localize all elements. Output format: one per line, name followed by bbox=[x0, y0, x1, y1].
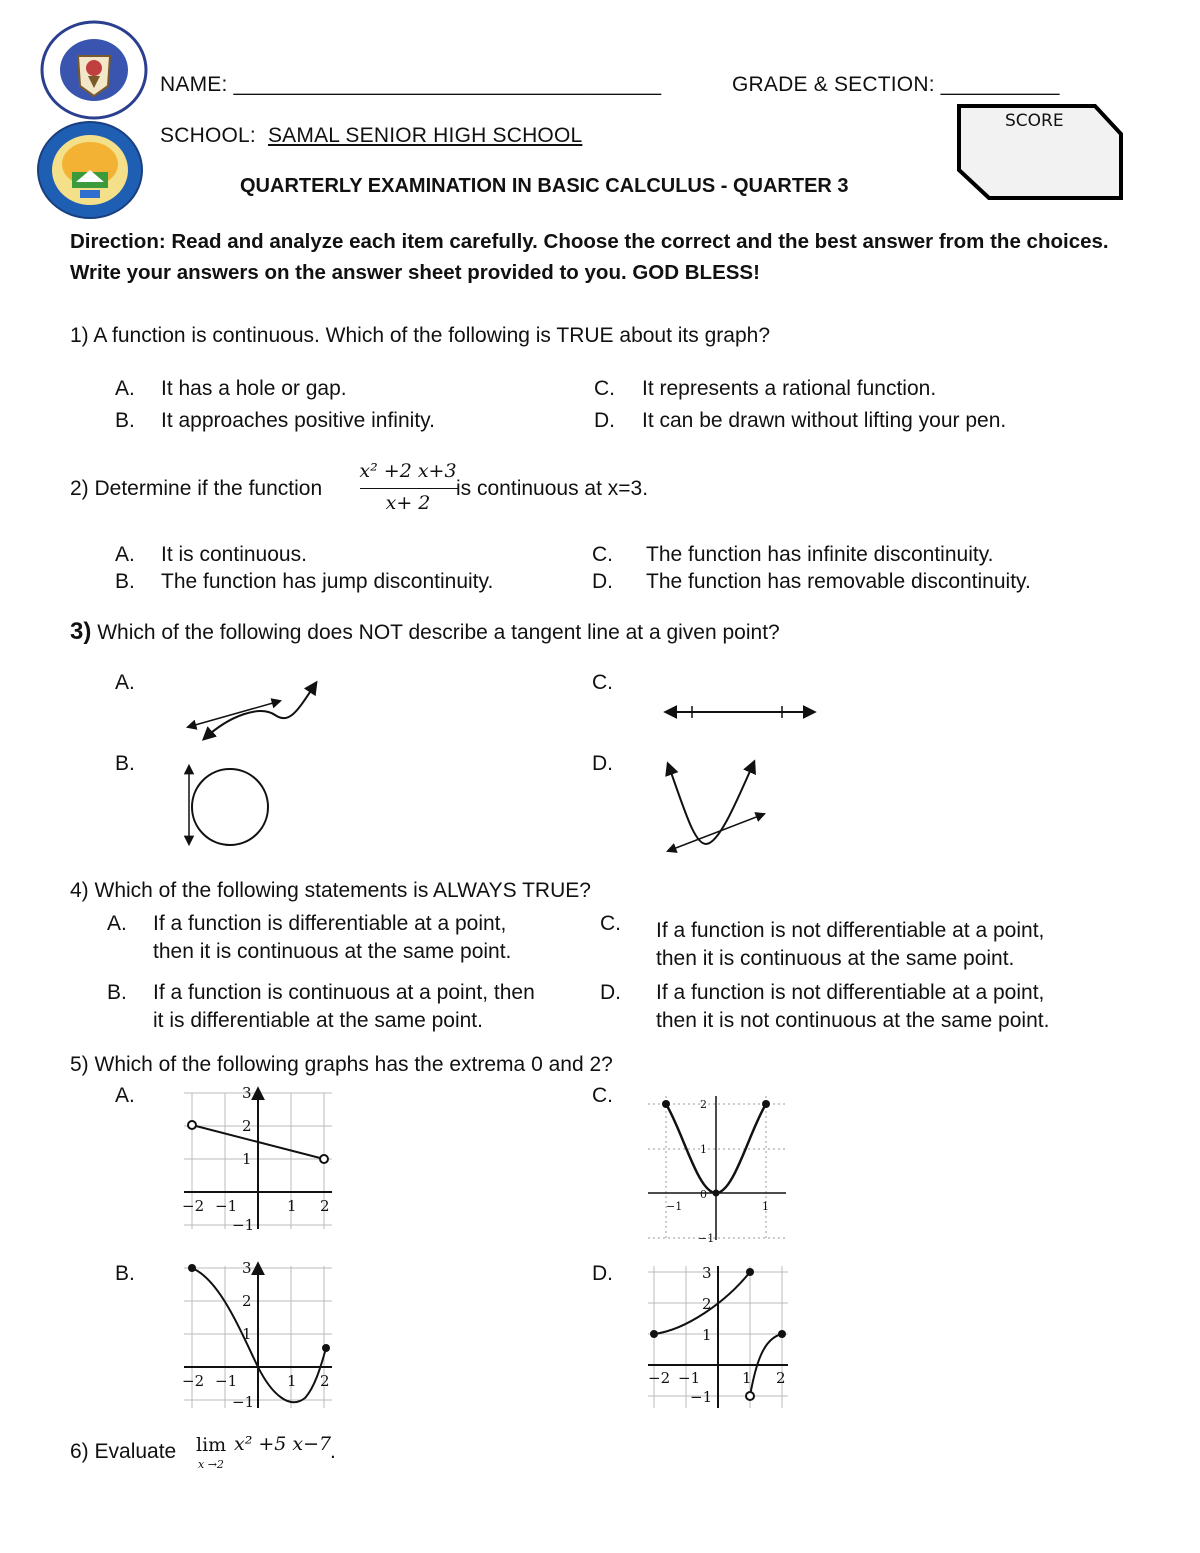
q5c-tick-x1: 1 bbox=[762, 1200, 769, 1213]
q2-d-text: The function has removable discontinuity. bbox=[646, 570, 1031, 593]
name-line bbox=[160, 73, 661, 97]
q5b-tick-yneg1: −1 bbox=[232, 1393, 255, 1411]
grade-line bbox=[732, 73, 1060, 97]
q1-c-text: It represents a rational function. bbox=[642, 377, 937, 400]
q1-d-text: It can be drawn without lifting your pen. bbox=[642, 409, 1007, 432]
q2-b-text: The function has jump discontinuity. bbox=[161, 570, 494, 593]
q5d-tick-x1: 1 bbox=[742, 1369, 752, 1387]
q2-stem-pre: 2) Determine if the function bbox=[70, 477, 323, 500]
q2-denominator: x+ 2 bbox=[385, 492, 431, 514]
division-seal-logo bbox=[36, 120, 144, 220]
q5d-tick-x2: 2 bbox=[776, 1369, 786, 1387]
q2-d-letter: D. bbox=[592, 570, 613, 593]
q2-stem-post: is continuous at x=3. bbox=[456, 477, 649, 500]
q5b-tick-x2: 2 bbox=[320, 1372, 330, 1390]
q4-option-c[interactable] bbox=[600, 910, 1044, 973]
q5a-tick-2: 2 bbox=[242, 1117, 252, 1135]
q5b-tick-x1: 1 bbox=[287, 1372, 297, 1390]
q5-graph-c bbox=[648, 1092, 788, 1245]
q5d-tick-neg2: −2 bbox=[648, 1369, 671, 1387]
q5-graph-b bbox=[180, 1260, 340, 1412]
q6-expression: x² +5 x−7 bbox=[234, 1433, 332, 1455]
q2-numerator: x² +2 x+3 bbox=[359, 460, 457, 482]
q4-a-letter: A. bbox=[107, 912, 127, 935]
q2-option-b[interactable] bbox=[115, 570, 493, 594]
q4-b-line2: it is differentiable at the same point. bbox=[153, 1009, 483, 1032]
q2-a-text: It is continuous. bbox=[161, 543, 307, 566]
q4-b-letter: B. bbox=[107, 981, 127, 1004]
q6-lim: lim bbox=[196, 1434, 227, 1456]
q1-option-b[interactable] bbox=[115, 409, 435, 433]
q5a-tick-x1: 1 bbox=[287, 1197, 297, 1215]
q5a-tick-3: 3 bbox=[242, 1084, 252, 1102]
q5-graph-a bbox=[180, 1083, 340, 1233]
q4-d-letter: D. bbox=[600, 981, 621, 1004]
q3-stem-line bbox=[70, 618, 780, 646]
q5d-tick-3: 3 bbox=[702, 1264, 712, 1282]
q3-number: 3) bbox=[70, 618, 92, 645]
q1-a-letter: A. bbox=[115, 377, 135, 400]
score-label: SCORE bbox=[1005, 111, 1064, 131]
q3-option-d[interactable]: D. bbox=[592, 752, 613, 775]
q5a-tick-1: 1 bbox=[242, 1150, 252, 1168]
school-value: SAMAL SENIOR HIGH SCHOOL bbox=[267, 124, 583, 147]
q4-d-line2: then it is not continuous at the same point. bbox=[656, 1009, 1050, 1032]
q3-option-c[interactable]: C. bbox=[592, 671, 613, 694]
q5b-tick-3: 3 bbox=[242, 1259, 252, 1277]
q5-stem: 5) Which of the following graphs has the extrema 0 and 2? bbox=[70, 1053, 613, 1076]
q4-d-line1: If a function is not differentiable at a point, bbox=[656, 981, 1045, 1004]
q5c-tick-xneg1: −1 bbox=[666, 1200, 683, 1213]
q3-figure-d bbox=[662, 758, 772, 854]
school-line bbox=[160, 124, 582, 148]
q2-option-c[interactable] bbox=[592, 543, 993, 567]
q5a-tick-neg1: −1 bbox=[215, 1197, 238, 1215]
q1-stem: 1) A function is continuous. Which of the following is TRUE about its graph? bbox=[70, 324, 770, 347]
q5c-tick-1: 1 bbox=[700, 1143, 707, 1156]
q4-c-line1: If a function is not differentiable at a point, bbox=[656, 919, 1045, 942]
q2-b-letter: B. bbox=[115, 570, 135, 593]
q3-option-a[interactable]: A. bbox=[115, 671, 135, 694]
q4-option-b[interactable] bbox=[107, 979, 535, 1035]
q2-option-d[interactable] bbox=[592, 570, 1031, 594]
q1-option-c[interactable] bbox=[594, 377, 936, 401]
q4-a-line1: If a function is differentiable at a point, bbox=[153, 912, 507, 935]
q5-option-c[interactable]: C. bbox=[592, 1084, 613, 1107]
q4-b-line1: If a function is continuous at a point, then bbox=[153, 981, 535, 1004]
q5d-tick-neg1: −1 bbox=[678, 1369, 701, 1387]
name-label: NAME: bbox=[160, 73, 228, 96]
q5-option-d[interactable]: D. bbox=[592, 1262, 613, 1285]
q1-d-letter: D. bbox=[594, 409, 615, 432]
q4-c-line2: then it is continuous at the same point. bbox=[656, 947, 1015, 970]
direction-text: Direction: Read and analyze each item carefully. Choose the correct and the best answer from the choices. Write your answers on the answer sheet provided to you. GOD BLESS! bbox=[70, 230, 1109, 284]
grade-blank[interactable]: __________ bbox=[940, 73, 1060, 96]
q4-stem: 4) Which of the following statements is ALWAYS TRUE? bbox=[70, 879, 591, 902]
q2-c-letter: C. bbox=[592, 543, 613, 566]
q5b-tick-neg2: −2 bbox=[182, 1372, 205, 1390]
q6-stem: 6) Evaluate bbox=[70, 1440, 177, 1463]
q5-graph-d bbox=[646, 1262, 792, 1412]
q3-stem: Which of the following does NOT describe a tangent line at a given point? bbox=[97, 621, 780, 644]
q6-lim-sub: x →2 bbox=[198, 1458, 224, 1471]
q3-figure-b bbox=[178, 762, 278, 848]
q1-b-text: It approaches positive infinity. bbox=[161, 409, 435, 432]
q4-option-d[interactable] bbox=[600, 979, 1049, 1035]
q4-a-line2: then it is continuous at the same point. bbox=[153, 940, 512, 963]
school-label: SCHOOL: bbox=[160, 124, 256, 147]
q5-option-b[interactable]: B. bbox=[115, 1262, 135, 1285]
q6-period: . bbox=[330, 1440, 336, 1463]
deped-seal-logo bbox=[40, 20, 148, 120]
q5-option-a[interactable]: A. bbox=[115, 1084, 135, 1107]
exam-title: QUARTERLY EXAMINATION IN BASIC CALCULUS - QUARTER 3 bbox=[240, 175, 849, 197]
q4-option-a[interactable] bbox=[107, 910, 511, 966]
q5a-tick-yneg1: −1 bbox=[232, 1216, 255, 1234]
q5b-tick-1: 1 bbox=[242, 1325, 252, 1343]
q2-a-letter: A. bbox=[115, 543, 135, 566]
q5b-tick-neg1: −1 bbox=[215, 1372, 238, 1390]
grade-label: GRADE & SECTION: bbox=[732, 73, 935, 96]
q2-c-text: The function has infinite discontinuity. bbox=[646, 543, 994, 566]
q5d-tick-yneg1: −1 bbox=[690, 1388, 713, 1406]
q5a-tick-neg2: −2 bbox=[182, 1197, 205, 1215]
name-blank[interactable]: ____________________________________ bbox=[233, 73, 662, 96]
q1-c-letter: C. bbox=[594, 377, 615, 400]
q5c-tick-2: 2 bbox=[700, 1098, 707, 1111]
q2-fraction-bar bbox=[360, 488, 458, 489]
q1-option-d[interactable] bbox=[594, 409, 1006, 433]
q1-option-a[interactable] bbox=[115, 377, 347, 401]
q3-option-b[interactable]: B. bbox=[115, 752, 135, 775]
q5a-tick-x2: 2 bbox=[320, 1197, 330, 1215]
q5c-tick-0: 0 bbox=[700, 1188, 707, 1201]
q3-figure-a bbox=[180, 675, 325, 745]
q2-option-a[interactable] bbox=[115, 543, 307, 567]
q5d-tick-1: 1 bbox=[702, 1326, 712, 1344]
q3-figure-c bbox=[662, 700, 820, 724]
q5c-tick-yneg1: −1 bbox=[698, 1232, 715, 1245]
q5b-tick-2: 2 bbox=[242, 1292, 252, 1310]
q5d-tick-2: 2 bbox=[702, 1295, 712, 1313]
q4-c-letter: C. bbox=[600, 912, 621, 935]
q1-b-letter: B. bbox=[115, 409, 135, 432]
q1-a-text: It has a hole or gap. bbox=[161, 377, 347, 400]
